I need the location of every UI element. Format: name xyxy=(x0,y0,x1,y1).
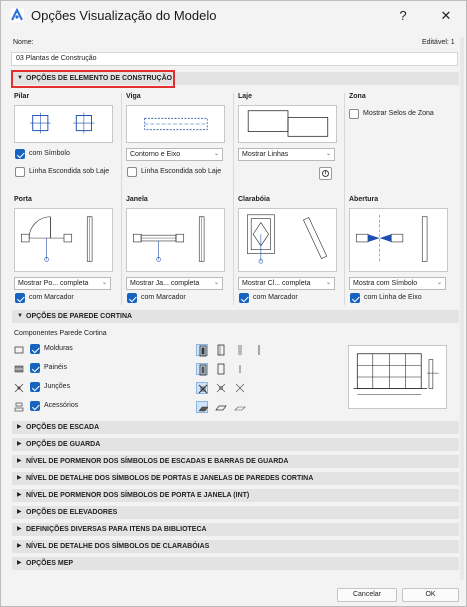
janela-com-marcador-checkbox[interactable] xyxy=(127,293,137,303)
abertura-linha-eixo-label: com Linha de Eixo xyxy=(364,294,422,301)
junction-style-icon xyxy=(197,383,209,395)
accessory-line-icon[interactable] xyxy=(234,401,246,413)
zona-heading: Zona xyxy=(349,93,366,100)
section-collapsed[interactable] xyxy=(12,421,459,434)
porta-preview xyxy=(14,208,113,272)
parede-cortina-preview xyxy=(348,345,447,409)
chevron-down-icon: ⌄ xyxy=(101,280,107,286)
abertura-preview xyxy=(349,208,448,272)
pilar-com-simbolo-checkbox[interactable] xyxy=(15,149,25,159)
acessorios-label: Acessórios xyxy=(44,402,79,409)
frame-icon xyxy=(14,345,24,355)
section-collapsed[interactable] xyxy=(12,557,459,570)
collapse-arrow-icon: ▶ xyxy=(17,526,22,532)
section-title: NÍVEL DE DETALHE DOS SÍMBOLOS DE PORTAS E JANELAS DE PAREDES CORTINA xyxy=(26,475,314,482)
janela-preview xyxy=(126,208,225,272)
section-collapsed[interactable] xyxy=(12,506,459,519)
panel-outline-icon[interactable] xyxy=(215,363,227,375)
section-parede-cortina[interactable]: ▼ OPÇÕES DE PAREDE CORTINA xyxy=(12,310,459,323)
section-collapsed[interactable] xyxy=(12,540,459,553)
help-button[interactable]: ? xyxy=(399,8,407,23)
section-collapsed[interactable] xyxy=(12,455,459,468)
juncoes-label: Junções xyxy=(44,383,71,390)
section-title: OPÇÕES DE ELEVADORES xyxy=(26,509,118,516)
frame-lines-icon[interactable] xyxy=(234,344,246,356)
viga-preview xyxy=(126,105,225,143)
chevron-down-icon: ⌄ xyxy=(325,151,331,157)
accessory-icon xyxy=(14,402,24,412)
section-collapsed[interactable] xyxy=(12,489,459,502)
porta-heading: Porta xyxy=(14,196,32,203)
section-title: OPÇÕES DE GUARDA xyxy=(26,441,101,448)
ok-button[interactable]: OK xyxy=(402,588,459,602)
accessory-style-toggle[interactable] xyxy=(196,401,208,413)
porta-com-marcador-checkbox[interactable] xyxy=(15,293,25,303)
section-collapsed[interactable] xyxy=(12,472,459,485)
editable-count: Editável: 1 xyxy=(422,39,455,46)
laje-display-select[interactable]: Mostrar Linhas ⌄ xyxy=(238,148,335,161)
archicad-app-icon xyxy=(10,8,24,22)
claraboia-com-marcador-checkbox[interactable] xyxy=(239,293,249,303)
pilar-heading: Pilar xyxy=(14,93,30,100)
collapse-arrow-icon: ▶ xyxy=(17,543,22,549)
collapse-arrow-icon: ▶ xyxy=(17,475,22,481)
nome-label: Nome: xyxy=(13,39,34,46)
expand-arrow-icon: ▼ xyxy=(17,313,23,319)
section-elemento-construcao[interactable]: ▼ OPÇÕES DE ELEMENTO DE CONSTRUÇÃO xyxy=(12,72,459,85)
collapse-arrow-icon: ▶ xyxy=(17,441,22,447)
chevron-down-icon: ⌄ xyxy=(325,280,331,286)
info-button[interactable] xyxy=(319,167,332,180)
nome-input[interactable]: 03 Plantas de Construção xyxy=(11,52,458,66)
claraboia-com-marcador-label: com Marcador xyxy=(253,294,298,301)
column-divider xyxy=(344,93,345,305)
frame-single-line-icon[interactable] xyxy=(253,344,265,356)
dialog-title: Opções Visualização do Modelo xyxy=(31,8,217,23)
abertura-display-select[interactable]: Mostra com Símbolo ⌄ xyxy=(349,277,446,290)
zona-mostrar-selos-checkbox[interactable] xyxy=(349,109,359,119)
juncoes-checkbox[interactable] xyxy=(30,382,40,392)
componentes-heading: Componentes Parede Cortina xyxy=(14,330,107,337)
highlight-box xyxy=(11,70,175,88)
collapse-arrow-icon: ▶ xyxy=(17,424,22,430)
abertura-linha-eixo-checkbox[interactable] xyxy=(350,293,360,303)
section-title: OPÇÕES MEP xyxy=(26,560,74,567)
janela-heading: Janela xyxy=(126,196,148,203)
molduras-checkbox[interactable] xyxy=(30,344,40,354)
viga-heading: Viga xyxy=(126,93,141,100)
porta-display-select[interactable]: Mostrar Po... completa ⌄ xyxy=(14,277,111,290)
info-icon: i xyxy=(322,170,329,177)
chevron-down-icon: ⌄ xyxy=(213,151,219,157)
panel-style-icon xyxy=(197,364,209,376)
panel-style-toggle[interactable] xyxy=(196,363,208,375)
viga-linha-escondida-label: Linha Escondida sob Laje xyxy=(141,168,222,175)
janela-display-select[interactable]: Mostrar Ja... completa ⌄ xyxy=(126,277,223,290)
pilar-com-simbolo-label: com Símbolo xyxy=(29,150,70,157)
claraboia-preview xyxy=(238,208,337,272)
frame-style-toggle[interactable] xyxy=(196,344,208,356)
panel-icon xyxy=(14,364,24,374)
abertura-heading: Abertura xyxy=(349,196,379,203)
column-divider xyxy=(233,93,234,305)
collapse-arrow-icon: ▶ xyxy=(17,458,22,464)
viga-display-select[interactable]: Contorno e Eixo ⌄ xyxy=(126,148,223,161)
viga-linha-escondida-checkbox[interactable] xyxy=(127,167,137,177)
close-button[interactable]: ✕ xyxy=(440,8,452,23)
chevron-down-icon: ⌄ xyxy=(213,280,219,286)
claraboia-display-select[interactable]: Mostrar Cl... completa ⌄ xyxy=(238,277,335,290)
junction-cross-icon[interactable] xyxy=(234,382,246,394)
claraboia-heading: Clarabóia xyxy=(238,196,270,203)
chevron-down-icon: ⌄ xyxy=(436,280,442,286)
collapse-arrow-icon: ▶ xyxy=(17,560,22,566)
paineis-checkbox[interactable] xyxy=(30,363,40,373)
section-collapsed[interactable] xyxy=(12,523,459,536)
frame-style-icon xyxy=(197,345,209,357)
frame-outline-icon[interactable] xyxy=(215,344,227,356)
section-title: OPÇÕES DE ESCADA xyxy=(26,424,100,431)
section-title: NÍVEL DE DETALHE DOS SÍMBOLOS DE CLARABÓIAS xyxy=(26,543,210,550)
pilar-preview xyxy=(14,105,113,143)
janela-com-marcador-label: com Marcador xyxy=(141,294,186,301)
section-title: NÍVEL DE PORMENOR DOS SÍMBOLOS DE ESCADAS E BARRAS DE GUARDA xyxy=(26,458,289,465)
expand-arrow-icon: ▼ xyxy=(17,75,23,81)
porta-com-marcador-label: com Marcador xyxy=(29,294,74,301)
section-title: DEFINIÇÕES DIVERSAS PARA ITENS DA BIBLIOTECA xyxy=(26,526,207,533)
scrollbar[interactable] xyxy=(460,37,464,580)
junction-icon xyxy=(14,383,24,393)
pilar-linha-escondida-checkbox[interactable] xyxy=(15,167,25,177)
zona-mostrar-selos-label: Mostrar Selos de Zona xyxy=(363,110,434,117)
laje-heading: Laje xyxy=(238,93,253,100)
molduras-label: Molduras xyxy=(44,345,73,352)
section-title: NÍVEL DE PORMENOR DOS SÍMBOLOS DE PORTA E JANELA (INT) xyxy=(26,492,250,499)
junction-style-toggle[interactable] xyxy=(196,382,208,394)
accessory-outline-icon[interactable] xyxy=(215,401,227,413)
panel-line-icon[interactable] xyxy=(234,363,246,375)
junction-outline-icon[interactable] xyxy=(215,382,227,394)
acessorios-checkbox[interactable] xyxy=(30,401,40,411)
accessory-style-icon xyxy=(197,402,209,414)
title-bar xyxy=(1,1,466,31)
cancel-button[interactable]: Cancelar xyxy=(337,588,397,602)
column-divider xyxy=(121,93,122,305)
pilar-linha-escondida-label: Linha Escondida sob Laje xyxy=(29,168,110,175)
collapse-arrow-icon: ▶ xyxy=(17,492,22,498)
laje-preview xyxy=(238,105,337,143)
paineis-label: Painéis xyxy=(44,364,67,371)
section-collapsed[interactable] xyxy=(12,438,459,451)
collapse-arrow-icon: ▶ xyxy=(17,509,22,515)
